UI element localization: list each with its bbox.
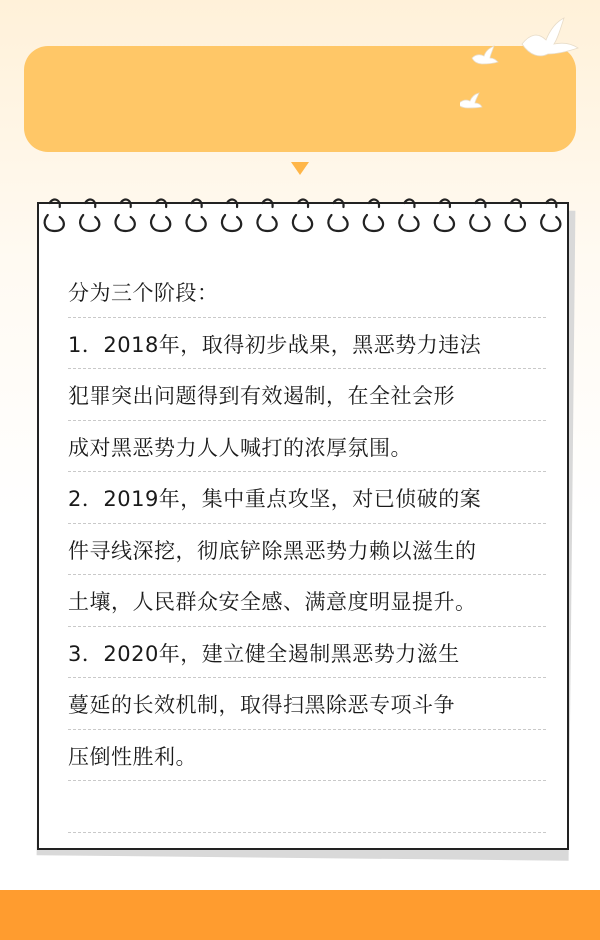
note-line: 分为三个阶段：: [68, 266, 546, 318]
pointer-arrow-icon: [291, 162, 309, 175]
spiral-ring-icon: [399, 200, 418, 231]
spiral-ring-icon: [470, 200, 489, 231]
dove-icon: [460, 93, 482, 108]
spiral-ring-icon: [222, 200, 241, 231]
note-line: 1．2018年，取得初步战果，黑恶势力违法: [68, 318, 546, 370]
note-line: 2．2019年，集中重点攻坚，对已侦破的案: [68, 472, 546, 524]
spiral-ring-icon: [187, 200, 206, 231]
dove-icon: [522, 18, 578, 56]
note-line: 蔓延的长效机制，取得扫黑除恶专项斗争: [68, 678, 546, 730]
footer-bar: [0, 890, 600, 940]
spiral-ring-icon: [364, 200, 383, 231]
note-line: 3．2020年，建立健全遏制黑恶势力滋生: [68, 627, 546, 679]
spiral-ring-icon: [151, 200, 170, 231]
note-line: 成对黑恶势力人人喊打的浓厚氛围。: [68, 421, 546, 473]
spiral-ring-icon: [435, 200, 454, 231]
note-line: 土壤，人民群众安全感、满意度明显提升。: [68, 575, 546, 627]
spiral-ring-icon: [45, 200, 64, 231]
dove-icon: [472, 46, 498, 64]
note-line: [68, 781, 546, 833]
spiral-rings: [37, 195, 569, 243]
spiral-ring-icon: [506, 200, 525, 231]
spiral-ring-icon: [257, 200, 276, 231]
spiral-ring-icon: [328, 200, 347, 231]
note-line: 犯罪突出问题得到有效遏制，在全社会形: [68, 369, 546, 421]
doves-decoration: [460, 10, 600, 120]
note-line: 压倒性胜利。: [68, 730, 546, 782]
note-line: 件寻线深挖，彻底铲除黑恶势力赖以滋生的: [68, 524, 546, 576]
spiral-ring-icon: [80, 200, 99, 231]
spiral-ring-icon: [293, 200, 312, 231]
note-content: [68, 266, 546, 833]
spiral-ring-icon: [116, 200, 135, 231]
spiral-ring-icon: [541, 200, 560, 231]
